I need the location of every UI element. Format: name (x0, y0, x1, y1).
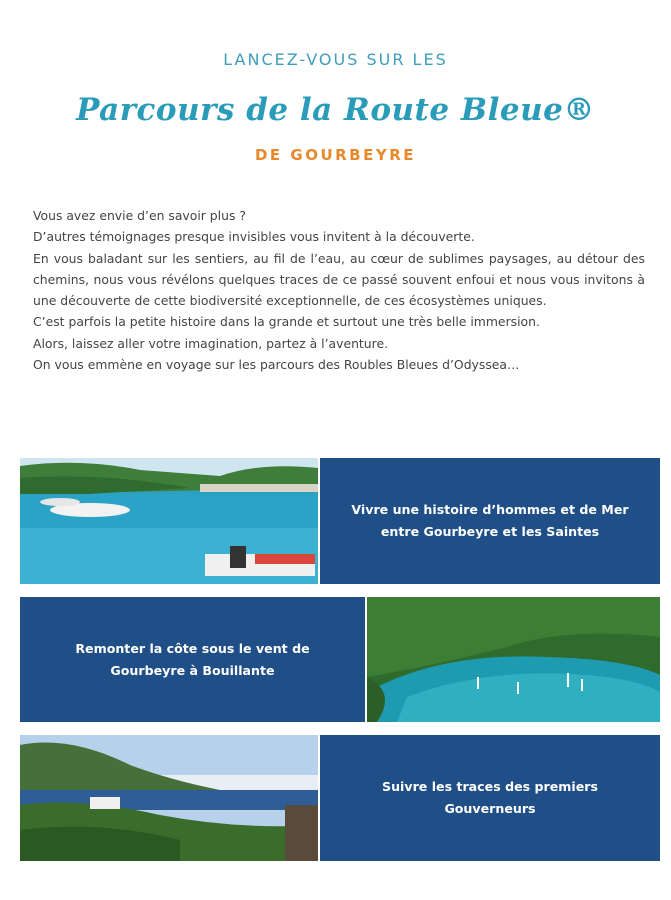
intro-paragraph: Alors, laissez aller votre imagination, partez à l’aventure. (33, 335, 389, 351)
route-card-premiers-gouverneurs[interactable] (320, 735, 660, 861)
bay-sailboats-photo (367, 597, 660, 722)
intro-paragraph: C’est parfois la petite histoire dans la grande et surtout une très belle immersion. (33, 314, 540, 330)
intro-paragraph: On vous emmène en voyage sur les parcours des Roubles Bleues d’Odyssea… (33, 357, 520, 373)
intro-paragraph: D’autres témoignages presque invisibles vous invitent à la découverte. (33, 229, 475, 245)
kicker-heading: LANCEZ-VOUS SUR LES (223, 50, 448, 69)
route-card-cote-sous-le-vent[interactable] (20, 597, 365, 722)
coast-hillside-photo (20, 735, 318, 861)
route-card-hommes-et-mer[interactable] (320, 458, 660, 584)
harbor-boats-photo (20, 458, 318, 584)
route-card-label: Suivre les traces des premiers Gouverneurs (382, 779, 598, 816)
page-title: Parcours de la Route Bleue® (76, 92, 595, 128)
route-card-label: Remonter la côte sous le vent de Gourbeyre à Bouillante (75, 640, 310, 678)
route-card-label: Vivre une histoire d’hommes et de Mer entre Gourbeyre et les Saintes (351, 502, 629, 539)
intro-text (33, 205, 645, 375)
page-subtitle: DE GOURBEYRE (254, 146, 417, 164)
intro-paragraph: En vous baladant sur les sentiers, au fil de l’eau, au cœur de sublimes paysages, au détour des chemins, nous vous révélons quelques traces de ce passé souvent enfoui et nous vous invitons à une découverte de cette biodiversité exceptionnelle, de ces écosystèmes uniques. (33, 250, 645, 309)
intro-paragraph: Vous avez envie d’en savoir plus ? (33, 208, 246, 223)
